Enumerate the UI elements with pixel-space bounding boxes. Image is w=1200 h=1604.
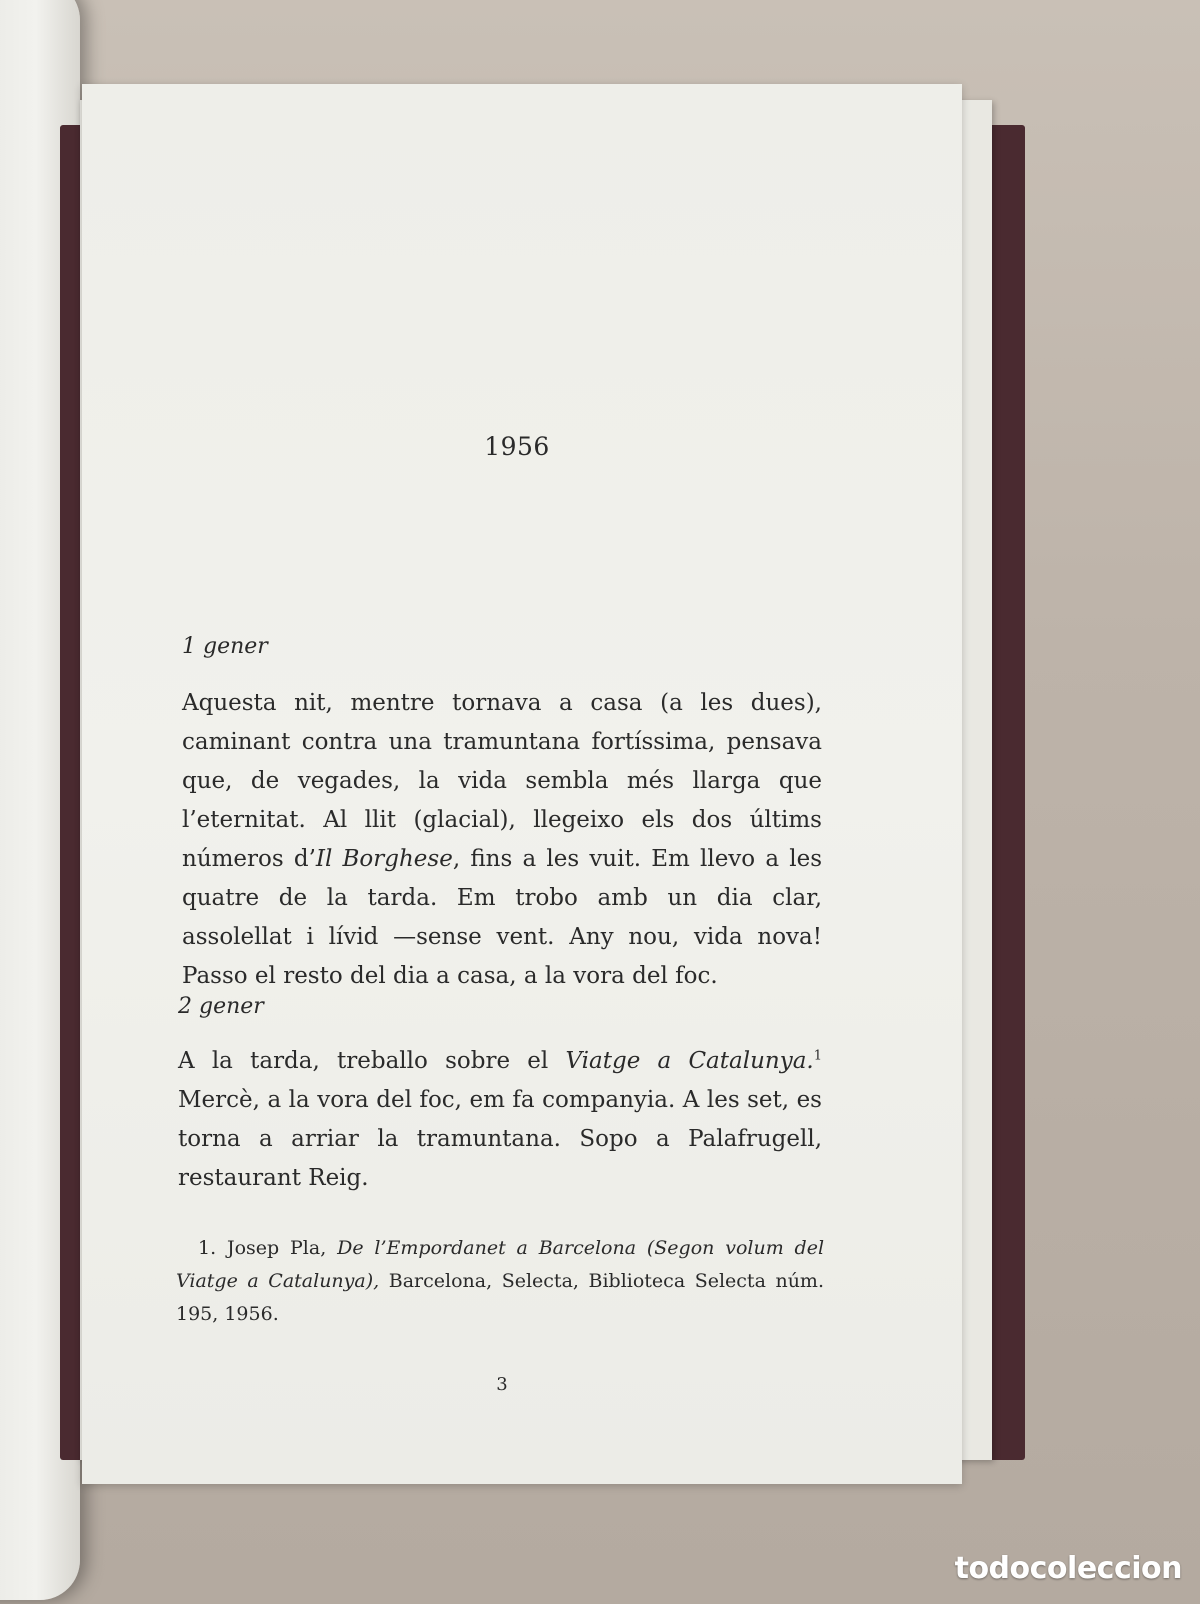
- footnote-number: 1.: [198, 1237, 217, 1259]
- year-heading: 1956: [484, 432, 550, 461]
- footnote-marker: 1: [813, 1048, 823, 1064]
- entry-1-text-a: Aquesta nit, mentre tornava a casa (a les dues), caminant contra una tramuntana fortíssima, pensava que, de vegades, la vida sembla més llarga que l’eternitat. Al llit (glacial), llegeixo els dos últims números d’: [182, 690, 822, 872]
- entry-2-text-b: Mercè, a la vora del foc, em fa companyia. A les set, es torna a arriar la tramuntana. Sopo a Palafrugell, restaurant Reig.: [178, 1087, 822, 1191]
- page-number: 3: [496, 1374, 508, 1395]
- watermark-text: todocoleccion: [954, 1551, 1182, 1586]
- footnote-rest: Barcelona, Selecta, Biblioteca Selecta núm. 195, 1956.: [176, 1270, 824, 1325]
- entry-1-text-italic: Il Borghese: [315, 846, 453, 872]
- book-page: [82, 84, 962, 1484]
- entry-text-1: [182, 684, 822, 996]
- entry-2-text-italic: Viatge a Catalunya.: [565, 1048, 814, 1074]
- entry-2-text-a: A la tarda, treballo sobre el: [178, 1048, 566, 1074]
- watermark-logo: [955, 1551, 1182, 1586]
- entry-date-2: 2 gener: [178, 994, 264, 1019]
- footnote-author: Josep Pla,: [226, 1237, 327, 1259]
- entry-1-text-b: , fins a les vuit. Em llevo a les quatre de la tarda. Em trobo amb un dia clar, assolellat i lívid —sense vent. Any nou, vida nova! Passo el resto del dia a casa, a la vora del foc.: [182, 846, 822, 989]
- footnote-title: De l’Empordanet a Barcelona (Segon volum del Viatge a Catalunya),: [176, 1237, 825, 1292]
- footnote: [176, 1232, 824, 1331]
- entry-text-2: [178, 1042, 822, 1198]
- entry-date-1: 1 gener: [182, 634, 268, 659]
